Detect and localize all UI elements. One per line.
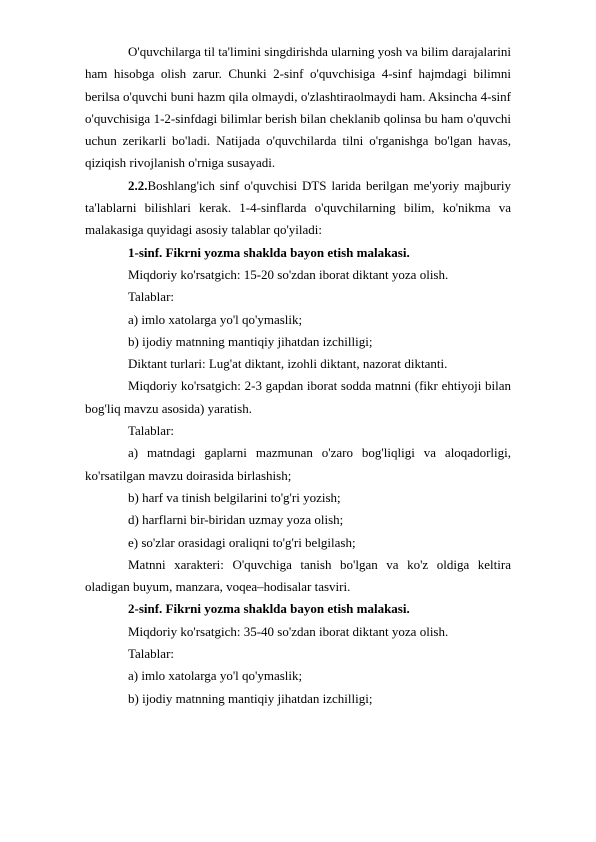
requirement-2b: b) harf va tinish belgilarini to'g'ri yozish;	[128, 489, 341, 505]
dictation-types: Diktant turlari: Lug'at diktant, izohli diktant, nazorat diktanti.	[128, 356, 448, 372]
grade-1-heading: 1-sinf. Fikrni yozma shaklda bayon etish malakasi.	[128, 244, 410, 260]
quantity-indicator-3: Miqdoriy ko'rsatgich: 35-40 so'zdan iborat diktant yoza olish.	[128, 623, 449, 639]
intro-paragraph: O'quvchilarga til ta'limini singdirishda ularning yosh va bilim darajalarini ham hisobga olish zarur. Chunki 2-sinf o'quvchisiga 4-sinf hajmdagi bilimni berilsa o'quvchi buni hazm qila olmaydi, o'zlashtiraolmaydi ham. Aksincha 4-sinf o'quvchisiga 1-2-sinfdagi bilimlar berish bilan cheklanib qolinsa bu ham o'quvchi uchun zerikarli bo'ladi. Natijada o'quvchilarda tilni o'rganishga bo'lgan havas, qiziqish rivojlanish o'rniga susayadi.	[85, 44, 511, 171]
text-character: Matnni xarakteri: O'quvchiga tanish bo'lgan va ko'z oldiga keltira oladigan buyum, manzara, voqea–hodisalar tasviri.	[85, 556, 511, 595]
grade-2-heading: 2-sinf. Fikrni yozma shaklda bayon etish malakasi.	[128, 601, 410, 617]
requirement-1a: a) imlo xatolarga yo'l qo'ymaslik;	[128, 311, 303, 327]
section-number: 2.2.	[128, 177, 148, 193]
requirement-1b: b) ijodiy matnning mantiqiy jihatdan izchilligi;	[128, 333, 373, 349]
requirement-2e: e) so'zlar orasidagi oraliqni to'g'ri belgilash;	[128, 534, 356, 550]
quantity-indicator-1: Miqdoriy ko'rsatgich: 15-20 so'zdan iborat diktant yoza olish.	[128, 266, 449, 282]
requirement-2a: a) matndagi gaplarni mazmunan o'zaro bog'liqligi va aloqadorligi, ko'rsatilgan mavzu doirasida birlashish;	[85, 445, 511, 483]
section-text: Boshlang'ich sinf o'quvchisi DTS larida berilgan me'yoriy majburiy ta'lablarni bilishlari kerak. 1-4-sinflarda o'quvchilarning bilim, ko'nikma va malakasiga quyidagi asosiy talablar qo'yiladi:	[85, 177, 511, 238]
section-paragraph	[85, 175, 511, 242]
requirements-label-3: Talablar:	[128, 646, 175, 662]
requirement-3a: a) imlo xatolarga yo'l qo'ymaslik;	[128, 668, 303, 684]
requirements-label-2: Talablar:	[128, 423, 175, 439]
requirement-3b: b) ijodiy matnning mantiqiy jihatdan izchilligi;	[128, 690, 373, 706]
requirement-2d: d) harflarni bir-biridan uzmay yoza olish;	[128, 512, 344, 528]
quantity-indicator-2: Miqdoriy ko'rsatgich: 2-3 gapdan iborat sodda matnni (fikr ehtiyoji bilan bog'liq mavzu asosida) yaratish.	[85, 378, 511, 416]
document-page	[85, 41, 511, 710]
requirements-label-1: Talablar:	[128, 289, 175, 305]
